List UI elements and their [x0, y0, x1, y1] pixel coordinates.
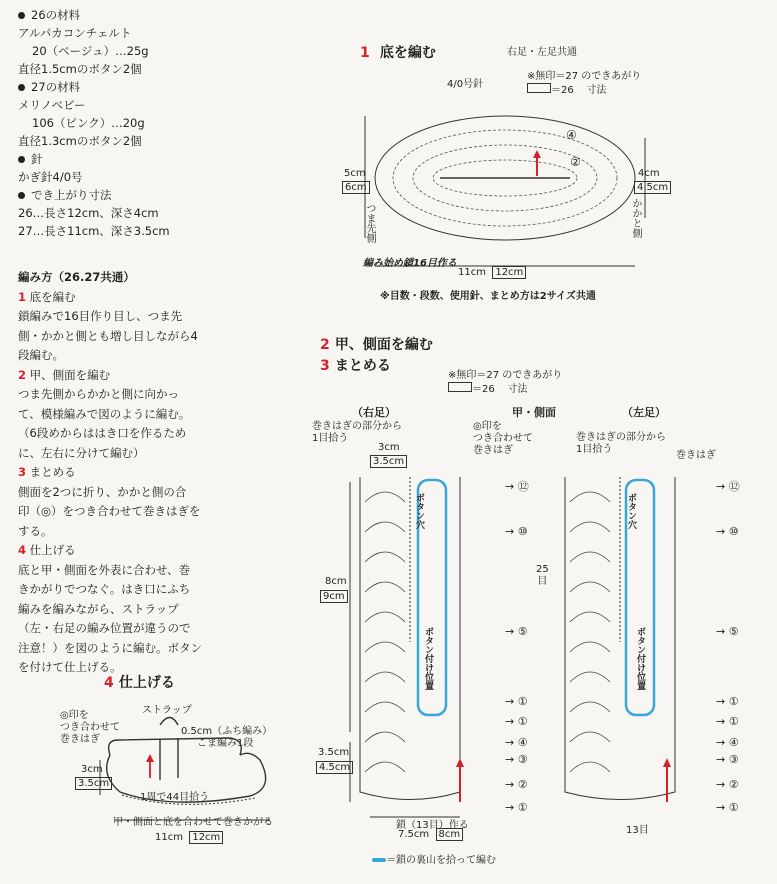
method-section [18, 268, 202, 678]
finish-heading: 4 仕上げる [104, 675, 175, 691]
step2-line: て、模様編みで図のように編む。 [18, 406, 191, 421]
sole-height: 5cm [344, 168, 366, 179]
step3-line: 側面を2つに折り、かかと側の合 [18, 484, 187, 499]
needle-title: 針 [18, 150, 170, 168]
step4-line: （左・右足の編み位置が違うので [18, 621, 191, 635]
left-foot-label: （左足） [622, 406, 666, 419]
right-foot-label: （右足） [352, 406, 396, 419]
step4-heading: 4 仕上げる [18, 543, 76, 557]
upper-height-box: 9cm [320, 590, 348, 603]
strap-top [160, 718, 178, 726]
join-label: 甲・側面と底を合わせて巻きかがる [113, 817, 273, 828]
assemble-heading: 3 まとめる [320, 358, 391, 374]
sole-right-height-box: 4.5cm [634, 181, 671, 194]
box-symbol [448, 382, 472, 392]
bullet-icon [18, 192, 25, 199]
blue-line-icon [372, 858, 386, 862]
upper-height: 8cm [325, 576, 347, 587]
upper-chart [310, 462, 770, 832]
size-27: 27…長さ11cm、深さ3.5cm [18, 224, 170, 238]
bullet-icon [18, 84, 25, 91]
upper-heading: 2 甲、側面を編む [320, 337, 433, 353]
box-symbol [527, 83, 551, 93]
step1-line: 鎖編みで16目作り目し、つま先 [18, 309, 183, 323]
material-26-title: 26の材料 [18, 6, 170, 24]
arrowhead-icon [663, 758, 671, 767]
right-button-position: ボタン付け位置 [423, 627, 433, 690]
shell-pattern [365, 492, 610, 772]
slipper-seam [122, 795, 255, 804]
size-26: 26…長さ12cm、深さ4cm [18, 206, 159, 220]
material-26-color: 20（ベージュ）…25g [32, 44, 149, 58]
materials-section [18, 6, 170, 240]
finish-height: 3cm [81, 764, 103, 775]
mark-note-center: ◎印を つき合わせて 巻きはぎ [473, 421, 533, 456]
sole-width: 11cm 12cm [458, 267, 526, 278]
step2-line: つま先側からかかと側に向かっ [18, 387, 179, 401]
circle-2-icon: ② [570, 155, 581, 169]
step1-line: 段編む。 [18, 348, 64, 362]
finish-mark-note: ◎印を つき合わせて 巻きはぎ [60, 710, 120, 745]
step4-line: 底と甲・側面を外表に合わせ、巻 [18, 562, 191, 577]
circle-4-icon: ④ [566, 128, 577, 142]
left-buttonhole-label: ボタン穴 [626, 493, 636, 529]
strap-label: ストラップ [142, 705, 192, 716]
needle-value: かぎ針4/0号 [18, 170, 83, 184]
pick-note-right: 巻きはぎの部分から 1目拾う [312, 421, 402, 444]
sole-start-label: 編み始め鎖16目作る [363, 258, 457, 269]
pick-note-left: 巻きはぎの部分から 1目拾う [576, 432, 666, 455]
toe-side-label: つま先側 [364, 203, 375, 243]
arrowhead-icon [456, 758, 464, 767]
material-26-yarn: アルパカコンチェルト [18, 26, 132, 40]
sole-right-height: 4cm [638, 168, 660, 179]
step4-line: 編みを編みながら、ストラップ [18, 601, 179, 616]
legend: ＝鎖の裏山を拾って編む [372, 851, 496, 866]
step3-line: する。 [18, 523, 53, 538]
bottom-width: 7.5cm 8cm [398, 829, 463, 840]
sole-height-box: 6cm [342, 181, 370, 194]
method-title: 編み方（26.27共通） [18, 270, 135, 284]
slipper-body [107, 753, 266, 802]
upper-width: 3cm [378, 442, 400, 453]
material-26-button: 直径1.5cmのボタン2個 [18, 62, 142, 76]
step2-heading: 2 甲、側面を編む [18, 367, 111, 382]
finish-width: 11cm 12cm [155, 832, 223, 843]
sole-heading: 1 底を編む [360, 45, 436, 61]
sole-both-feet: 右足・左足共通 [507, 47, 577, 58]
finish-height-box: 3.5cm [75, 777, 112, 790]
arrowhead-icon [533, 150, 541, 158]
arrowhead-icon [146, 754, 154, 762]
upper-lower-height-box: 4.5cm [316, 761, 353, 774]
slipper-illustration [60, 700, 290, 840]
edge-label-2: こま編み1段 [197, 738, 254, 749]
strap-shape [160, 738, 178, 780]
left-button-position: ボタン付け位置 [635, 627, 645, 690]
material-27-title: 27の材料 [18, 78, 170, 96]
step2-line: に、左右に分けて編む） [18, 445, 145, 460]
left-bottom-stitches: 13目 [626, 825, 649, 836]
center-label: 甲・側面 [512, 406, 556, 419]
step4-line: きかがりでつなぐ。はき口にふち [18, 582, 191, 596]
heel-side-label: かかと側 [630, 198, 641, 238]
size-title: でき上がり寸法 [18, 186, 170, 204]
step3-heading: 3 まとめる [18, 465, 76, 479]
material-27-color: 106（ピンク）…20g [32, 116, 145, 130]
bullet-icon [18, 12, 25, 19]
step1-heading: 1 底を編む [18, 289, 76, 304]
sole-needle: 4/0号針 [447, 79, 484, 90]
maki-left-label: 巻きはぎ [676, 450, 716, 461]
upper-size-note: ※無印＝27 のできあがり ＝26 寸法 [448, 370, 563, 395]
step3-line: 印（◎）をつき合わせて巻きはぎを [18, 504, 201, 518]
step4-line: を付けて仕上げる。 [18, 660, 122, 674]
slipper-opening [109, 738, 242, 755]
step4-line: 注意！）を図のように編む。ボタン [18, 640, 202, 655]
rows-25-label: 25 目 [536, 564, 549, 587]
bullet-icon [18, 156, 25, 163]
step2-line: （6段めからははき口を作るため [18, 426, 187, 440]
step1-line: 側・かかと側とも増し目しながら4 [18, 328, 198, 343]
upper-lower-height: 3.5cm [318, 747, 350, 758]
chain-label: 鎖（13目）作る [396, 820, 469, 831]
material-27-button: 直径1.3cmのボタン2個 [18, 134, 142, 148]
sole-footnote: ※目数・段数、使用針、まとめ方は2サイズ共通 [380, 291, 596, 302]
right-buttonhole-label: ボタン穴 [414, 493, 424, 529]
sole-size-note: ※無印＝27 のできあがり ＝26 寸法 [527, 71, 642, 96]
edge-label: 0.5cm（ふち編み） [181, 726, 273, 737]
upper-width-box: 3.5cm [370, 455, 407, 468]
round-label: 1周で44目拾う [140, 792, 210, 803]
material-27-yarn: メリノベビー [18, 98, 86, 112]
